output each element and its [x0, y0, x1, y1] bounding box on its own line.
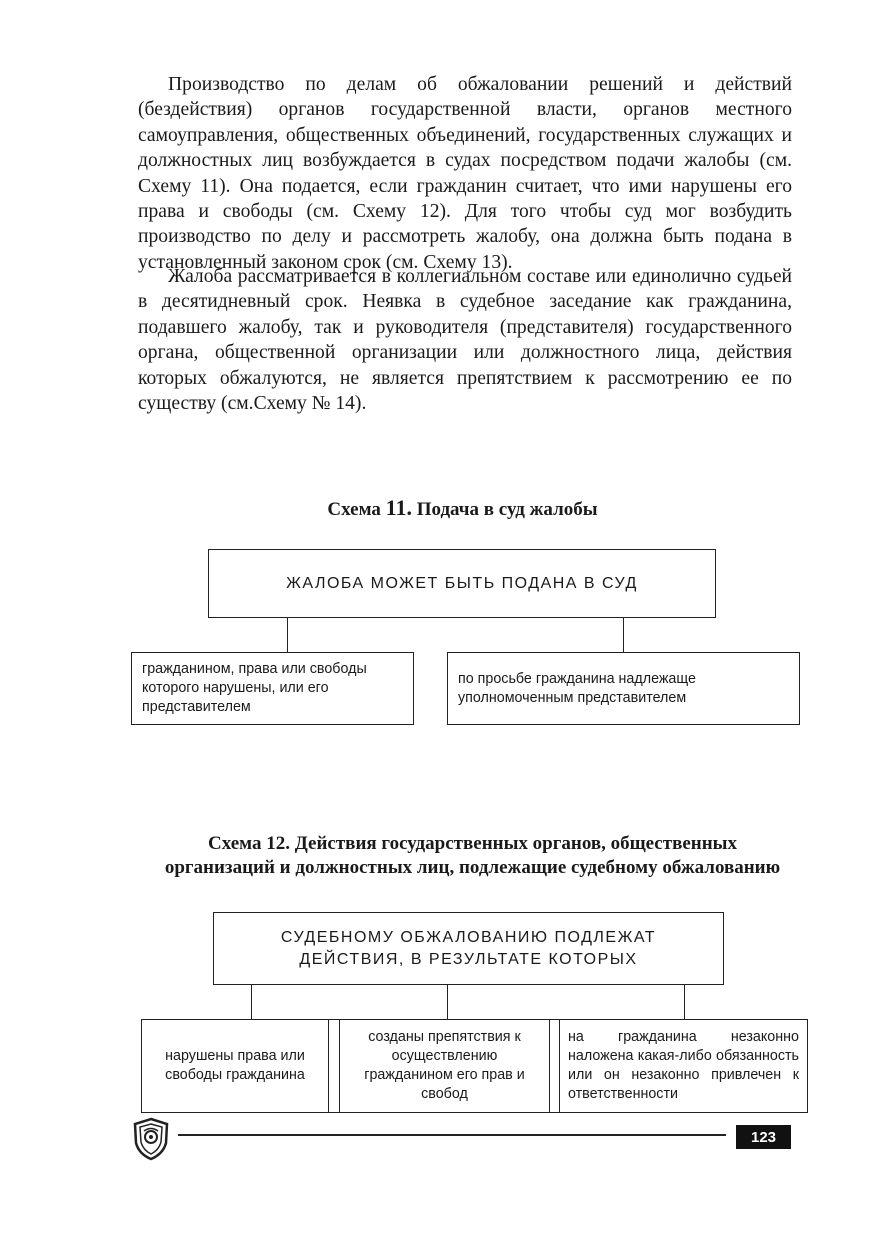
- scheme-12-divider-1: [328, 1019, 329, 1113]
- scheme-11-right-box: по просьбе гражданина надлежаще уполномоченным представителем: [447, 652, 800, 725]
- scheme-12-box-2: созданы препятствия к осуществлению гражданином его прав и свобод: [340, 1020, 549, 1112]
- scheme-12-connector-1: [251, 985, 252, 1019]
- scheme-11-title-prefix: Схема: [327, 499, 386, 520]
- scheme-12-divider-3: [549, 1019, 550, 1113]
- scheme-11-title-text: Подача в суд жалобы: [411, 499, 598, 520]
- scheme-12-box-1: нарушены права или свободы гражданина: [142, 1020, 328, 1112]
- scheme-12-box-3: на гражданина незаконно наложена какая-либо обязанность или он незаконно привлечен к ответственности: [560, 1020, 807, 1112]
- scheme-11-connector-right: [623, 618, 624, 652]
- scheme-12-connector-3: [684, 985, 685, 1019]
- scheme-11-title-number: 11.: [385, 495, 412, 520]
- scheme-11-title: [0, 496, 885, 522]
- scheme-12-title: Схема 12. Действия государственных органов, общественных организаций и должностных лиц, подлежащие судебному обжалованию: [164, 833, 781, 878]
- paragraph-2: Жалоба рассматривается в коллегиальном составе или единолично судьей в десятидневный срок. Неявка в судебное заседание как гражданина, подавшего жалобу, так и руководителя (представителя) государственного органа, общественной организации или должностного лица, действия которых обжалуются, не является препятствием к рассмотрению ее по существу (см.Схему № 14).: [138, 266, 792, 415]
- paragraph-1: Производство по делам об обжаловании решений и действий (бездействия) органов государственной власти, органов местного самоуправления, общественных объединений, государственных служащих и должностных лиц возбуждается в судах посредством подачи жалобы (см. Схему 11). Она подается, если гражданин считает, что ими нарушены его права и свободы (см. Схему 12). Для того чтобы суд мог возбудить производство по делу и рассмотреть жалобу, она должна быть подана в установленный законом срок (см. Схему 13).: [138, 74, 792, 273]
- emblem-shield-icon: [132, 1117, 170, 1161]
- scheme-11-connector-left: [287, 618, 288, 652]
- scheme-12-top-box: СУДЕБНОМУ ОБЖАЛОВАНИЮ ПОДЛЕЖАТ ДЕЙСТВИЯ, В РЕЗУЛЬТАТЕ КОТОРЫХ: [213, 912, 724, 985]
- scheme-11-top-box: ЖАЛОБА МОЖЕТ БЫТЬ ПОДАНА В СУД: [208, 549, 716, 618]
- footer-rule: [178, 1134, 726, 1136]
- scheme-12-connector-2: [447, 985, 448, 1019]
- page-number: 123: [736, 1125, 791, 1149]
- scheme-11-left-box: гражданином, права или свободы которого нарушены, или его представителем: [131, 652, 414, 725]
